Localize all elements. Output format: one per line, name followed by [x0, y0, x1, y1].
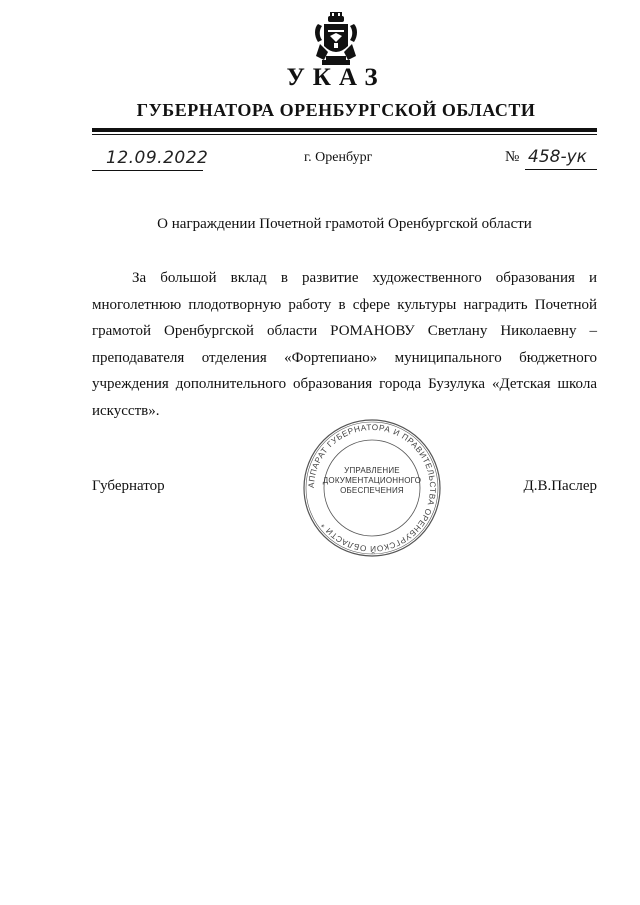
stamp-ring-text: АППАРАТ ГУБЕРНАТОРА И ПРАВИТЕЛЬСТВА ОРЕНБУРГСКОЙ ОБЛАСТИ * — [306, 422, 438, 554]
document-date: 12.09.2022 — [106, 148, 209, 168]
document-title: УКАЗ — [286, 64, 386, 91]
number-sign: № — [505, 149, 520, 165]
header-divider-thin — [92, 134, 597, 135]
signatory-name: Д.В.Паслер — [523, 478, 597, 494]
document-number: 458-ук — [528, 147, 587, 167]
signatory-position: Губернатор — [92, 478, 165, 494]
stamp-center-text — [320, 466, 424, 496]
document-body: За большой вклад в развитие художественного образования и многолетнюю плодотворную работу в сфере культуры наградить Почетной грамотой Оренбургской области РОМАНОВУ Светлану Николаевну – преподавателя отделения «Фортепиано» муниципального бюджетного учреждения дополнительного образования города Бузулука «Детская школа искусств». — [92, 270, 597, 419]
header-divider-thick — [92, 128, 597, 132]
document-heading: О награждении Почетной грамотой Оренбургской области — [157, 216, 532, 232]
coat-of-arms-icon — [312, 12, 360, 66]
document-subtitle: ГУБЕРНАТОРА ОРЕНБУРГСКОЙ ОБЛАСТИ — [136, 100, 536, 120]
number-underline — [525, 169, 597, 170]
date-underline — [92, 170, 203, 171]
stamp-line: УПРАВЛЕНИЕ — [344, 466, 400, 475]
document-city: г. Оренбург — [304, 150, 373, 165]
stamp-line: ДОКУМЕНТАЦИОННОГО — [322, 476, 422, 485]
stamp-line: ОБЕСПЕЧЕНИЯ — [340, 486, 404, 495]
